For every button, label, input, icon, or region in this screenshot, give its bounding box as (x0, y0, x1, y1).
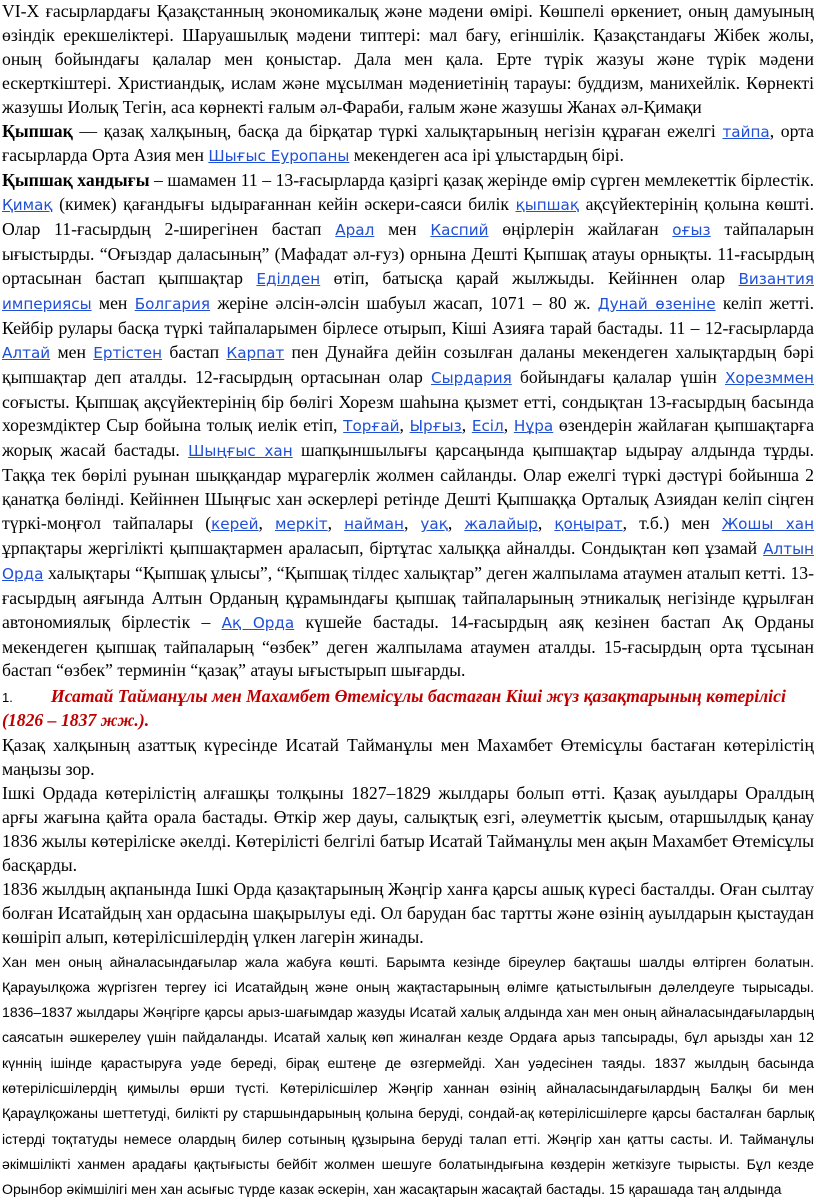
heading-title: Исатай Тайманұлы мен Махамбет Өтемісұлы бастаған Кіші жүз қазақтарының көтерілісі (1826 – 1837 жж.). (2, 686, 786, 731)
intro-paragraph: VI-X ғасырлардағы Қазақстанның экономикалық және мәдени өмірі. Көшпелі өркениет, оның дамуының өзіндік ерекшеліктері. Шаруашылық мәдени типтері: мал бағу, егіншілік. Қазақстандағы Жібек жолы, оның бойындағы қалалар мен қоныстар. Дала мен қала. Ерте түрік жазуы және түрік мәдени ескерткіштері. Христиандық, ислам және мұсылман мәдениетінің тарауы: буддизм, манихейлік. Көрнекті жазушы Иолық Тегін, аса көрнекті ғалым әл-Фараби, ғалым және жазушы Жанах әл-Қимақи (2, 1, 814, 117)
link-torgai[interactable]: Торғай (343, 417, 400, 436)
significance-paragraph: Қазақ халқының азаттық күресінде Исатай Тайманұлы мен Махамбет Өтемісұлы бастаған көтерілістің маңызы зор. (2, 735, 814, 780)
link-syrdaria[interactable]: Сырдария (431, 368, 512, 387)
text-span: келіп жетті. Кейбір рулары басқа түркі тайпаларымен бірлесе отырып, Кіші Азияға тарай бастады. 11 – 12-ғасырларда (2, 292, 814, 338)
link-kerei[interactable]: керей (211, 515, 259, 534)
text-span: соғысты. Қыпшақ ақсүйектерінің бір бөлігі Хорезм шаһына қызмет етті, сондықтан 13-ғасырдың басында хорезмдіктер Сыр бойына толық иелік етіп, (2, 391, 814, 436)
link-aral[interactable]: Арал (335, 221, 375, 240)
text-span: ұрпақтары жергілікті қыпшақтармен араласып, біртұтас халыққа айналды. Сондықтан көп ұзамай (2, 537, 764, 558)
link-oguz[interactable]: оғыз (672, 221, 711, 240)
text-span: , (537, 513, 555, 534)
text-span: , (327, 513, 345, 534)
text-span: өзендерін жайлаған қыпшақтарға жорық жасай бастады. (2, 415, 815, 461)
text-span: , (403, 513, 421, 534)
link-esil[interactable]: Есіл (471, 417, 504, 436)
text-span: шапқыншылығы қарсаңында қыпшақтар ыдырау алдында тұрды. Таққа тек бөрілі руынан шыққандар мұрагерлік жолмен сайланды. Олар ежелгі түркі дәстүрі бойынша 2 қанатқа бөлінді. Кейіннен Шыңғыс хан әскерлері ретінде Дешті Қыпшаққа Орталық Азиядан келіп сіңген түркі-моңғол тайпалары ( (2, 440, 815, 534)
link-kimak[interactable]: Қимақ (2, 196, 53, 215)
link-bulgaria[interactable]: Болгария (134, 294, 211, 313)
first-wave-paragraph: Ішкі Ордада көтерілістің алғашқы толқыны 1827–1829 жылдары болып өтті. Қазақ ауылдары Оралдың арғы жағына қайта орала бастады. Өткір жер дауы, салықтық езгі, әлеуметтік қысым, отаршылдық қанау 1836 жылы көтерілiске әкелдi. Көтерілісті белгілі батыр Исатай Тайманұлы мен ақын Махамбет Өтемісұлы басқарды. (2, 783, 814, 875)
text-span: , орта ғасырларда Орта Азия мен (2, 120, 814, 166)
text-span: (кимек) қағандығы ыдырағаннан кейін әскери-саяси билік (52, 194, 516, 215)
link-taipa[interactable]: тайпа (722, 122, 770, 141)
text-span: тайпаларын ығыстырды. “Оғыздар даласының” (Мафадат әл-ғуз) орнына Дешті Қыпшақ атауы орнықты. 11-ғасырдың ортасынан бастап қыпшақтар (2, 219, 814, 288)
link-uak[interactable]: уақ (420, 515, 448, 534)
text-span: күшейе бастады. 14-ғасырдың аяқ кезінен бастап Ақ Орданы мекендеген қыпшақ тайпаларың “өзбек” деген жалпылама атаумен аталды. 15-ғасырдың орта тұсынан бастап “өзбек” терминін “қазақ” атауы ығыстырып шығарды. (2, 611, 815, 681)
text-span: – шамамен 11 – 13-ғасырларда қазіргі қазақ жерінде өмір сүрген мемлекеттік бірлестік. (149, 170, 814, 191)
link-nura[interactable]: Нұра (513, 417, 554, 436)
kypshak-khanate-paragraph (2, 169, 814, 683)
kypshak-paragraph (2, 120, 814, 170)
text-span: , (399, 415, 410, 436)
text-span: мен (50, 341, 94, 362)
text-span: мекендеген аса ірі ұлыстардың бірі. (349, 145, 624, 166)
link-ak-orda[interactable]: Ақ Орда (221, 613, 295, 632)
text-span: , (461, 415, 472, 436)
text-span: ақсүйектерінің қолына көшті. Олар 11-ғасырдың 2-ширегінен бастап (2, 194, 814, 240)
link-karpat[interactable]: Карпат (226, 343, 285, 362)
heading-number: 1. (2, 690, 13, 706)
link-altyn-orda[interactable]: Алтын Орда (2, 539, 814, 583)
link-kaspiy[interactable]: Каспий (430, 221, 489, 240)
text-span: , (258, 513, 275, 534)
text-span: — қазақ халқының, басқа да бірқатар түркі халықтарының негізін құраған ежелгі (72, 120, 723, 141)
link-zhalair[interactable]: жалайыр (464, 515, 538, 534)
link-ertis[interactable]: Ертістен (93, 343, 163, 362)
link-byzantine[interactable]: Византия империясы (2, 269, 814, 313)
link-kypshak[interactable]: қыпшақ (515, 196, 580, 215)
link-yrgyz[interactable]: Ырғыз (409, 417, 462, 436)
section-heading (2, 685, 814, 732)
text-span: халықтары “Қыпшақ ұлысы”, “Қыпшақ тілдес халықтар” деген жалпылама атаумен аталып кетті. 13-ғасырдың аяғында Алтын Орданың құрамындағы қыпшақ тайпаларының этникалық негізінде құрылған автономиялық бірлестік – (2, 562, 814, 632)
text-span: пен Дунайға дейін созылған даланы мекендеген халықтардың бәрі қыпшақтар деп аталды. 12-ғасырдың ортасынан олар (2, 341, 814, 387)
text-span: өңірлерін жайлаған (488, 219, 673, 240)
text-span: бойындағы қалалар үшін (511, 366, 726, 387)
text-span: жеріне әлсін-әлсін шабуыл жасап, 1071 – 80 ж. (210, 292, 598, 313)
link-naiman[interactable]: найман (344, 515, 404, 534)
link-merkit[interactable]: меркіт (274, 515, 328, 534)
kypshak-term: Қыпшақ (2, 120, 73, 141)
text-span: , т.б.) мен (622, 513, 722, 534)
kypshak-khanate-term: Қыпшақ хандығы (2, 170, 150, 191)
link-altai[interactable]: Алтай (2, 343, 51, 362)
link-zhoshy-khan[interactable]: Жошы хан (721, 515, 815, 534)
link-edil[interactable]: Еділден (256, 269, 321, 288)
text-span: бастап (162, 341, 227, 362)
khan-response-paragraph: Хан мен оның айналасындағылар жала жабуға көшті. Барымта кезінде біреулер бақташы шалды өлтірген болатын. Қарауылқожа жүргізген тергеу ісі Исатайдың және оның жақтастарының өлімге қатыстылығын дәлелдеуге тырысады. 1836–1837 жылдары Жәңгірге қарсы арыз-шағымдар жазуды Исатай халық алдында хан мен оның айналасындағылардың саясатын әшкерелеу үшін пайдаланды. Исатай халық көп жиналған кезде Ордаға арыз тапсырады, бұл арызды хан 12 күннің ішінде қарастыруға уәде береді, бірақ ештеңе де өзгермейді. Хан уәдесінен таяды. 1837 жылдың басында көтерілісшілердің қимылы өрши түсті. Көтерілісшілер Жәңгір ханнан өзінің айналасындағылардың Балқы би мен Қараұлқожаны шеттетуді, билікті ру старшындарының қолына беруді, сондай-ақ көтерілісшілерге қарсы басталған барлық істерді тоқтатуды немесе олардың билер сотының құзырына беруді талап етті. Жәңгір хан қатты састы. И. Тайманұлы әкімшілікті ханмен арадағы қақтығысты бейбіт жолмен шешуге болатындығына көздерін жеткізуге тырысты. Бұл кезде Орынбор әкімшілігі мен хан асығыс түрде казак әскерін, хан жасақтарын жасақтай бастады. 15 қарашада таң алдында (2, 953, 814, 1198)
text-span: мен (91, 292, 135, 313)
text-span: , (447, 513, 465, 534)
link-khorezm[interactable]: Хорезммен (725, 368, 814, 387)
text-span: мен (374, 219, 431, 240)
link-shygys-europa[interactable]: Шығыс Еуропаны (208, 147, 350, 166)
text-span: , (503, 415, 514, 436)
text-span: өтіп, батысқа қарай жылжыды. Кейіннен олар (320, 267, 739, 288)
link-danube[interactable]: Дунай өзеніне (597, 294, 716, 313)
link-genghis-khan[interactable]: Шыңғыс хан (188, 442, 293, 461)
link-konyrat[interactable]: қоңырат (554, 515, 623, 534)
uprising-start-paragraph: 1836 жылдың ақпанында Ішкі Орда қазақтарының Жәңгір ханға қарсы ашық күресі басталды. Оған сылтау болған Исатайдың хан ордасына шақырылуы еді. Ол барудан бас тартты және өзінің ауылдарын қыстаудан көшіріп алып, көтерілісшілердің үлкен лагерін жинады. (2, 878, 814, 947)
